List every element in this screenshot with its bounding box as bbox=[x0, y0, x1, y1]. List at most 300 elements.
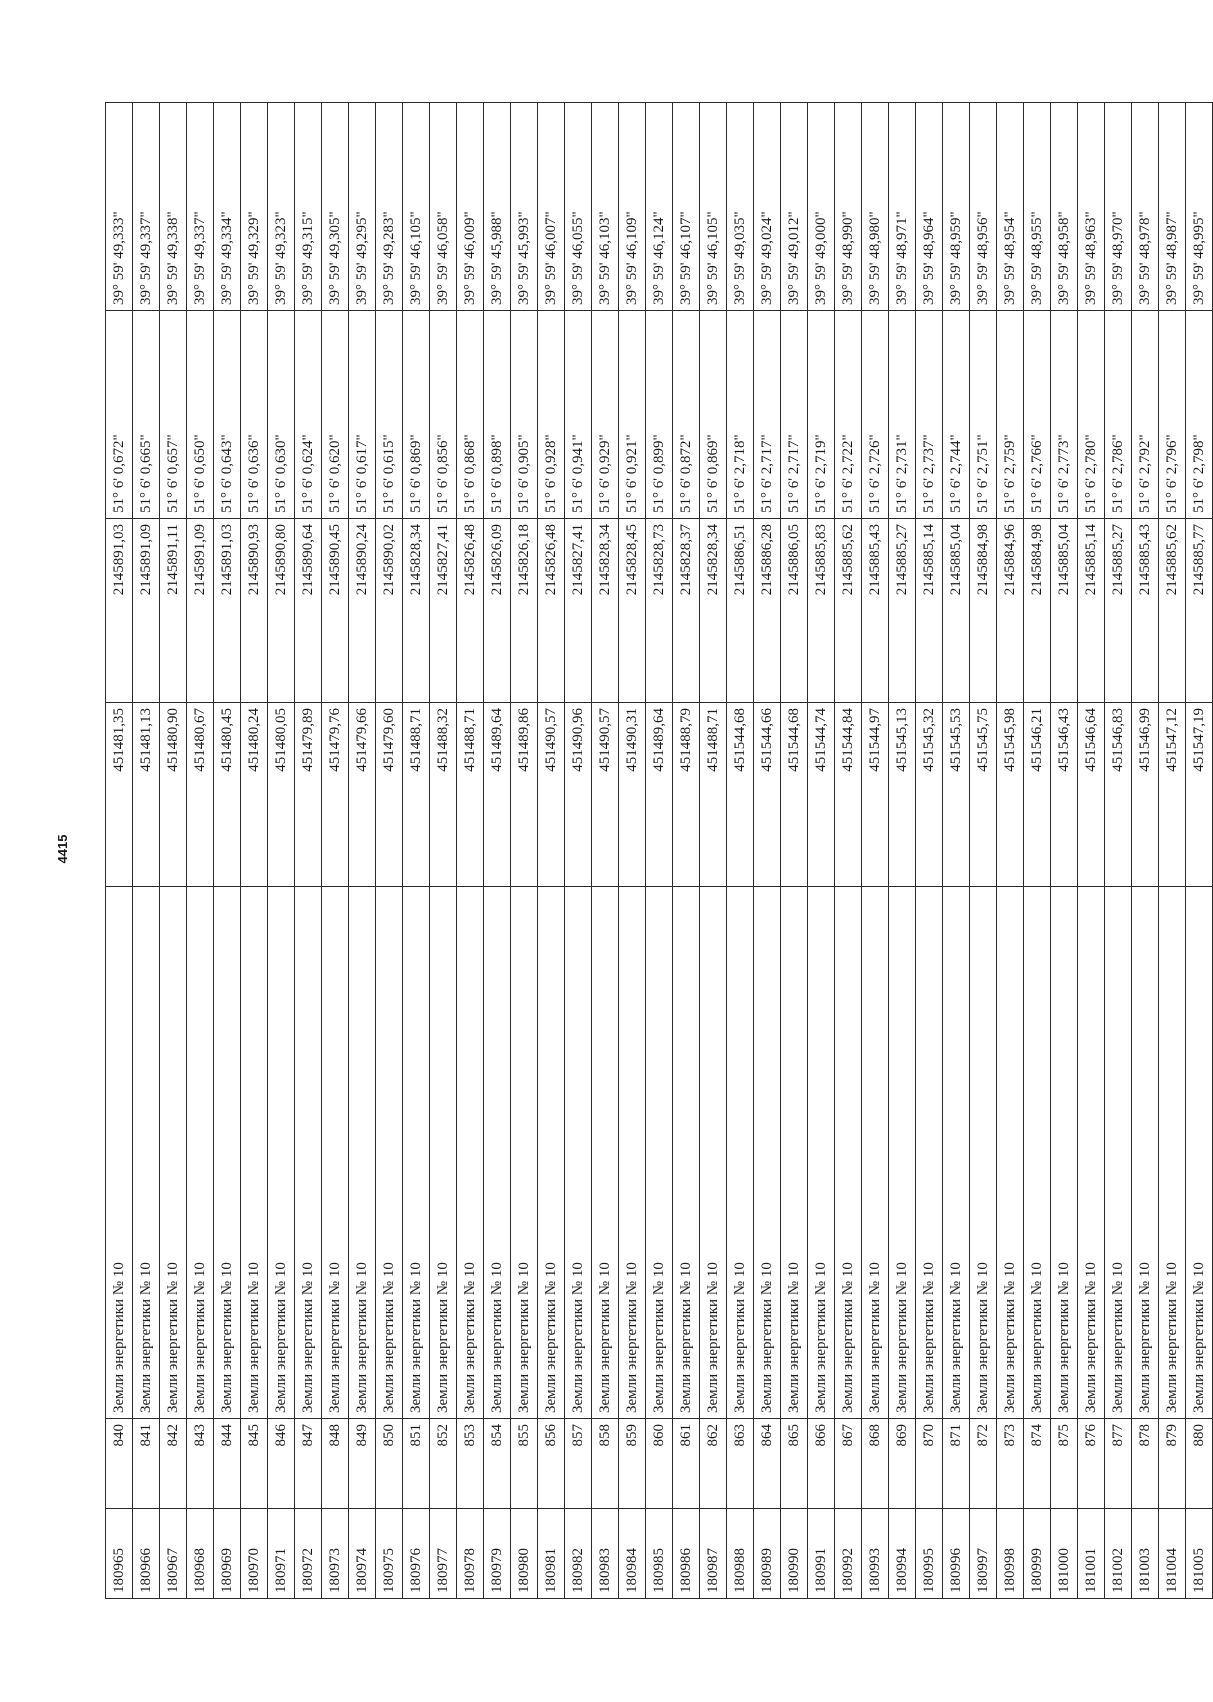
y-coordinate-cell: 2145885,77 bbox=[1186, 519, 1213, 703]
latitude-cell: 51° 6' 0,941" bbox=[565, 311, 592, 519]
latitude-cell: 51° 6' 2,796" bbox=[1159, 311, 1186, 519]
table-row bbox=[511, 103, 538, 1599]
y-coordinate-cell: 2145886,51 bbox=[727, 519, 754, 703]
latitude-cell: 51° 6' 0,929" bbox=[592, 311, 619, 519]
point-number-cell: 861 bbox=[673, 1419, 700, 1509]
longitude-cell: 39° 59' 46,055" bbox=[565, 103, 592, 311]
longitude-cell: 39° 59' 49,024" bbox=[754, 103, 781, 311]
land-category-cell: Земли энергетики № 10 bbox=[808, 887, 835, 1419]
latitude-cell: 51° 6' 2,780" bbox=[1078, 311, 1105, 519]
table-row bbox=[484, 103, 511, 1599]
table-row bbox=[646, 103, 673, 1599]
point-number-cell: 846 bbox=[268, 1419, 295, 1509]
x-coordinate-cell: 451545,75 bbox=[970, 703, 997, 887]
y-coordinate-cell: 2145885,27 bbox=[1105, 519, 1132, 703]
table-row bbox=[997, 103, 1024, 1599]
record-id-cell: 180967 bbox=[160, 1509, 187, 1599]
point-number-cell: 867 bbox=[835, 1419, 862, 1509]
latitude-cell: 51° 6' 2,759" bbox=[997, 311, 1024, 519]
x-coordinate-cell: 451488,71 bbox=[700, 703, 727, 887]
longitude-cell: 39° 59' 49,337" bbox=[187, 103, 214, 311]
y-coordinate-cell: 2145828,45 bbox=[619, 519, 646, 703]
record-id-cell: 180966 bbox=[133, 1509, 160, 1599]
y-coordinate-cell: 2145885,27 bbox=[889, 519, 916, 703]
table-row bbox=[322, 103, 349, 1599]
land-category-cell: Земли энергетики № 10 bbox=[997, 887, 1024, 1419]
point-number-cell: 873 bbox=[997, 1419, 1024, 1509]
point-number-cell: 859 bbox=[619, 1419, 646, 1509]
land-category-cell: Земли энергетики № 10 bbox=[673, 887, 700, 1419]
latitude-cell: 51° 6' 0,672" bbox=[106, 311, 133, 519]
table-row bbox=[1078, 103, 1105, 1599]
x-coordinate-cell: 451547,12 bbox=[1159, 703, 1186, 887]
x-coordinate-cell: 451489,86 bbox=[511, 703, 538, 887]
y-coordinate-cell: 2145885,04 bbox=[1051, 519, 1078, 703]
x-coordinate-cell: 451489,64 bbox=[646, 703, 673, 887]
x-coordinate-cell: 451544,66 bbox=[754, 703, 781, 887]
land-category-cell: Земли энергетики № 10 bbox=[511, 887, 538, 1419]
longitude-cell: 39° 59' 49,283" bbox=[376, 103, 403, 311]
latitude-cell: 51° 6' 2,718" bbox=[727, 311, 754, 519]
record-id-cell: 180984 bbox=[619, 1509, 646, 1599]
x-coordinate-cell: 451546,43 bbox=[1051, 703, 1078, 887]
x-coordinate-cell: 451481,35 bbox=[106, 703, 133, 887]
longitude-cell: 39° 59' 48,956" bbox=[970, 103, 997, 311]
y-coordinate-cell: 2145827,41 bbox=[430, 519, 457, 703]
latitude-cell: 51° 6' 2,773" bbox=[1051, 311, 1078, 519]
point-number-cell: 870 bbox=[916, 1419, 943, 1509]
x-coordinate-cell: 451545,32 bbox=[916, 703, 943, 887]
record-id-cell: 180982 bbox=[565, 1509, 592, 1599]
point-number-cell: 865 bbox=[781, 1419, 808, 1509]
record-id-cell: 180999 bbox=[1024, 1509, 1051, 1599]
latitude-cell: 51° 6' 2,737" bbox=[916, 311, 943, 519]
longitude-cell: 39° 59' 49,333" bbox=[106, 103, 133, 311]
record-id-cell: 181003 bbox=[1132, 1509, 1159, 1599]
point-number-cell: 877 bbox=[1105, 1419, 1132, 1509]
record-id-cell: 180971 bbox=[268, 1509, 295, 1599]
land-category-cell: Земли энергетики № 10 bbox=[430, 887, 457, 1419]
x-coordinate-cell: 451479,66 bbox=[349, 703, 376, 887]
point-number-cell: 855 bbox=[511, 1419, 538, 1509]
longitude-cell: 39° 59' 49,334" bbox=[214, 103, 241, 311]
land-category-cell: Земли энергетики № 10 bbox=[1051, 887, 1078, 1419]
record-id-cell: 180996 bbox=[943, 1509, 970, 1599]
table-row bbox=[214, 103, 241, 1599]
point-number-cell: 872 bbox=[970, 1419, 997, 1509]
point-number-cell: 854 bbox=[484, 1419, 511, 1509]
land-category-cell: Земли энергетики № 10 bbox=[376, 887, 403, 1419]
land-category-cell: Земли энергетики № 10 bbox=[700, 887, 727, 1419]
point-number-cell: 878 bbox=[1132, 1419, 1159, 1509]
longitude-cell: 39° 59' 46,109" bbox=[619, 103, 646, 311]
latitude-cell: 51° 6' 0,630" bbox=[268, 311, 295, 519]
y-coordinate-cell: 2145890,64 bbox=[295, 519, 322, 703]
latitude-cell: 51° 6' 0,856" bbox=[430, 311, 457, 519]
longitude-cell: 39° 59' 49,338" bbox=[160, 103, 187, 311]
record-id-cell: 180998 bbox=[997, 1509, 1024, 1599]
table-body bbox=[106, 103, 1213, 1599]
y-coordinate-cell: 2145891,11 bbox=[160, 519, 187, 703]
point-number-cell: 842 bbox=[160, 1419, 187, 1509]
point-number-cell: 879 bbox=[1159, 1419, 1186, 1509]
land-category-cell: Земли энергетики № 10 bbox=[1132, 887, 1159, 1419]
table-row bbox=[187, 103, 214, 1599]
land-category-cell: Земли энергетики № 10 bbox=[619, 887, 646, 1419]
record-id-cell: 180969 bbox=[214, 1509, 241, 1599]
land-category-cell: Земли энергетики № 10 bbox=[781, 887, 808, 1419]
latitude-cell: 51° 6' 0,657" bbox=[160, 311, 187, 519]
record-id-cell: 180975 bbox=[376, 1509, 403, 1599]
longitude-cell: 39° 59' 46,058" bbox=[430, 103, 457, 311]
y-coordinate-cell: 2145827,41 bbox=[565, 519, 592, 703]
longitude-cell: 39° 59' 49,305" bbox=[322, 103, 349, 311]
y-coordinate-cell: 2145891,03 bbox=[106, 519, 133, 703]
record-id-cell: 180974 bbox=[349, 1509, 376, 1599]
y-coordinate-cell: 2145828,37 bbox=[673, 519, 700, 703]
land-category-cell: Земли энергетики № 10 bbox=[970, 887, 997, 1419]
table-row bbox=[727, 103, 754, 1599]
record-id-cell: 180992 bbox=[835, 1509, 862, 1599]
longitude-cell: 39° 59' 49,035" bbox=[727, 103, 754, 311]
latitude-cell: 51° 6' 2,792" bbox=[1132, 311, 1159, 519]
table-row bbox=[889, 103, 916, 1599]
land-category-cell: Земли энергетики № 10 bbox=[322, 887, 349, 1419]
x-coordinate-cell: 451545,53 bbox=[943, 703, 970, 887]
land-category-cell: Земли энергетики № 10 bbox=[1078, 887, 1105, 1419]
coordinates-table-container bbox=[105, 103, 1207, 1599]
point-number-cell: 850 bbox=[376, 1419, 403, 1509]
point-number-cell: 863 bbox=[727, 1419, 754, 1509]
table-row bbox=[808, 103, 835, 1599]
record-id-cell: 180977 bbox=[430, 1509, 457, 1599]
latitude-cell: 51° 6' 2,717" bbox=[781, 311, 808, 519]
longitude-cell: 39° 59' 48,971" bbox=[889, 103, 916, 311]
y-coordinate-cell: 2145885,14 bbox=[1078, 519, 1105, 703]
longitude-cell: 39° 59' 49,337" bbox=[133, 103, 160, 311]
x-coordinate-cell: 451489,64 bbox=[484, 703, 511, 887]
y-coordinate-cell: 2145884,98 bbox=[1024, 519, 1051, 703]
y-coordinate-cell: 2145890,02 bbox=[376, 519, 403, 703]
longitude-cell: 39° 59' 46,007" bbox=[538, 103, 565, 311]
land-category-cell: Земли энергетики № 10 bbox=[862, 887, 889, 1419]
longitude-cell: 39° 59' 48,970" bbox=[1105, 103, 1132, 311]
latitude-cell: 51° 6' 0,928" bbox=[538, 311, 565, 519]
longitude-cell: 39° 59' 48,964" bbox=[916, 103, 943, 311]
table-row bbox=[349, 103, 376, 1599]
point-number-cell: 853 bbox=[457, 1419, 484, 1509]
latitude-cell: 51° 6' 2,798" bbox=[1186, 311, 1213, 519]
longitude-cell: 39° 59' 46,105" bbox=[403, 103, 430, 311]
latitude-cell: 51° 6' 0,620" bbox=[322, 311, 349, 519]
latitude-cell: 51° 6' 2,766" bbox=[1024, 311, 1051, 519]
x-coordinate-cell: 451488,71 bbox=[403, 703, 430, 887]
point-number-cell: 852 bbox=[430, 1419, 457, 1509]
point-number-cell: 860 bbox=[646, 1419, 673, 1509]
longitude-cell: 39° 59' 48,987" bbox=[1159, 103, 1186, 311]
longitude-cell: 39° 59' 48,959" bbox=[943, 103, 970, 311]
record-id-cell: 180987 bbox=[700, 1509, 727, 1599]
table-row bbox=[916, 103, 943, 1599]
land-category-cell: Земли энергетики № 10 bbox=[160, 887, 187, 1419]
latitude-cell: 51° 6' 2,726" bbox=[862, 311, 889, 519]
record-id-cell: 180978 bbox=[457, 1509, 484, 1599]
y-coordinate-cell: 2145885,14 bbox=[916, 519, 943, 703]
table-row bbox=[565, 103, 592, 1599]
latitude-cell: 51° 6' 2,786" bbox=[1105, 311, 1132, 519]
x-coordinate-cell: 451544,84 bbox=[835, 703, 862, 887]
land-category-cell: Земли энергетики № 10 bbox=[1159, 887, 1186, 1419]
latitude-cell: 51° 6' 0,650" bbox=[187, 311, 214, 519]
longitude-cell: 39° 59' 46,105" bbox=[700, 103, 727, 311]
land-category-cell: Земли энергетики № 10 bbox=[268, 887, 295, 1419]
latitude-cell: 51° 6' 0,665" bbox=[133, 311, 160, 519]
x-coordinate-cell: 451490,57 bbox=[592, 703, 619, 887]
y-coordinate-cell: 2145828,73 bbox=[646, 519, 673, 703]
y-coordinate-cell: 2145885,62 bbox=[835, 519, 862, 703]
x-coordinate-cell: 451488,32 bbox=[430, 703, 457, 887]
record-id-cell: 181000 bbox=[1051, 1509, 1078, 1599]
y-coordinate-cell: 2145826,18 bbox=[511, 519, 538, 703]
y-coordinate-cell: 2145885,04 bbox=[943, 519, 970, 703]
longitude-cell: 39° 59' 48,955" bbox=[1024, 103, 1051, 311]
latitude-cell: 51° 6' 0,615" bbox=[376, 311, 403, 519]
x-coordinate-cell: 451480,24 bbox=[241, 703, 268, 887]
point-number-cell: 849 bbox=[349, 1419, 376, 1509]
point-number-cell: 875 bbox=[1051, 1419, 1078, 1509]
x-coordinate-cell: 451480,45 bbox=[214, 703, 241, 887]
land-category-cell: Земли энергетики № 10 bbox=[1024, 887, 1051, 1419]
x-coordinate-cell: 451479,60 bbox=[376, 703, 403, 887]
x-coordinate-cell: 451480,67 bbox=[187, 703, 214, 887]
record-id-cell: 180986 bbox=[673, 1509, 700, 1599]
y-coordinate-cell: 2145890,24 bbox=[349, 519, 376, 703]
longitude-cell: 39° 59' 48,995" bbox=[1186, 103, 1213, 311]
table-row bbox=[700, 103, 727, 1599]
record-id-cell: 180988 bbox=[727, 1509, 754, 1599]
point-number-cell: 856 bbox=[538, 1419, 565, 1509]
point-number-cell: 866 bbox=[808, 1419, 835, 1509]
point-number-cell: 858 bbox=[592, 1419, 619, 1509]
record-id-cell: 180981 bbox=[538, 1509, 565, 1599]
land-category-cell: Земли энергетики № 10 bbox=[1186, 887, 1213, 1419]
point-number-cell: 880 bbox=[1186, 1419, 1213, 1509]
table-row bbox=[133, 103, 160, 1599]
x-coordinate-cell: 451544,74 bbox=[808, 703, 835, 887]
y-coordinate-cell: 2145884,96 bbox=[997, 519, 1024, 703]
land-category-cell: Земли энергетики № 10 bbox=[1105, 887, 1132, 1419]
land-category-cell: Земли энергетики № 10 bbox=[538, 887, 565, 1419]
record-id-cell: 180983 bbox=[592, 1509, 619, 1599]
y-coordinate-cell: 2145828,34 bbox=[403, 519, 430, 703]
point-number-cell: 847 bbox=[295, 1419, 322, 1509]
land-category-cell: Земли энергетики № 10 bbox=[943, 887, 970, 1419]
latitude-cell: 51° 6' 0,643" bbox=[214, 311, 241, 519]
x-coordinate-cell: 451490,31 bbox=[619, 703, 646, 887]
latitude-cell: 51° 6' 0,869" bbox=[700, 311, 727, 519]
y-coordinate-cell: 2145890,80 bbox=[268, 519, 295, 703]
y-coordinate-cell: 2145886,28 bbox=[754, 519, 781, 703]
y-coordinate-cell: 2145826,48 bbox=[457, 519, 484, 703]
table-row bbox=[268, 103, 295, 1599]
point-number-cell: 840 bbox=[106, 1419, 133, 1509]
x-coordinate-cell: 451479,76 bbox=[322, 703, 349, 887]
y-coordinate-cell: 2145884,98 bbox=[970, 519, 997, 703]
longitude-cell: 39° 59' 45,988" bbox=[484, 103, 511, 311]
longitude-cell: 39° 59' 49,329" bbox=[241, 103, 268, 311]
latitude-cell: 51° 6' 0,921" bbox=[619, 311, 646, 519]
latitude-cell: 51° 6' 2,751" bbox=[970, 311, 997, 519]
x-coordinate-cell: 451490,96 bbox=[565, 703, 592, 887]
point-number-cell: 862 bbox=[700, 1419, 727, 1509]
longitude-cell: 39° 59' 46,009" bbox=[457, 103, 484, 311]
record-id-cell: 180994 bbox=[889, 1509, 916, 1599]
x-coordinate-cell: 451546,99 bbox=[1132, 703, 1159, 887]
record-id-cell: 180972 bbox=[295, 1509, 322, 1599]
x-coordinate-cell: 451488,79 bbox=[673, 703, 700, 887]
x-coordinate-cell: 451488,71 bbox=[457, 703, 484, 887]
record-id-cell: 180973 bbox=[322, 1509, 349, 1599]
point-number-cell: 871 bbox=[943, 1419, 970, 1509]
land-category-cell: Земли энергетики № 10 bbox=[133, 887, 160, 1419]
record-id-cell: 181002 bbox=[1105, 1509, 1132, 1599]
y-coordinate-cell: 2145885,43 bbox=[1132, 519, 1159, 703]
table-row bbox=[430, 103, 457, 1599]
x-coordinate-cell: 451545,98 bbox=[997, 703, 1024, 887]
table-row bbox=[1132, 103, 1159, 1599]
latitude-cell: 51° 6' 2,722" bbox=[835, 311, 862, 519]
x-coordinate-cell: 451490,57 bbox=[538, 703, 565, 887]
point-number-cell: 851 bbox=[403, 1419, 430, 1509]
x-coordinate-cell: 451546,83 bbox=[1105, 703, 1132, 887]
latitude-cell: 51° 6' 2,719" bbox=[808, 311, 835, 519]
table-row bbox=[862, 103, 889, 1599]
latitude-cell: 51° 6' 0,617" bbox=[349, 311, 376, 519]
land-category-cell: Земли энергетики № 10 bbox=[241, 887, 268, 1419]
record-id-cell: 181001 bbox=[1078, 1509, 1105, 1599]
point-number-cell: 848 bbox=[322, 1419, 349, 1509]
latitude-cell: 51° 6' 2,744" bbox=[943, 311, 970, 519]
table-row bbox=[619, 103, 646, 1599]
latitude-cell: 51° 6' 0,905" bbox=[511, 311, 538, 519]
y-coordinate-cell: 2145890,45 bbox=[322, 519, 349, 703]
coordinates-table bbox=[105, 102, 1213, 1599]
record-id-cell: 180968 bbox=[187, 1509, 214, 1599]
table-row bbox=[592, 103, 619, 1599]
y-coordinate-cell: 2145828,34 bbox=[592, 519, 619, 703]
latitude-cell: 51° 6' 2,717" bbox=[754, 311, 781, 519]
point-number-cell: 876 bbox=[1078, 1419, 1105, 1509]
record-id-cell: 180985 bbox=[646, 1509, 673, 1599]
longitude-cell: 39° 59' 48,980" bbox=[862, 103, 889, 311]
record-id-cell: 180970 bbox=[241, 1509, 268, 1599]
land-category-cell: Земли энергетики № 10 bbox=[916, 887, 943, 1419]
longitude-cell: 39° 59' 46,107" bbox=[673, 103, 700, 311]
y-coordinate-cell: 2145826,48 bbox=[538, 519, 565, 703]
table-row bbox=[1024, 103, 1051, 1599]
record-id-cell: 181004 bbox=[1159, 1509, 1186, 1599]
y-coordinate-cell: 2145826,09 bbox=[484, 519, 511, 703]
record-id-cell: 180997 bbox=[970, 1509, 997, 1599]
record-id-cell: 180979 bbox=[484, 1509, 511, 1599]
land-category-cell: Земли энергетики № 10 bbox=[187, 887, 214, 1419]
land-category-cell: Земли энергетики № 10 bbox=[889, 887, 916, 1419]
table-row bbox=[943, 103, 970, 1599]
longitude-cell: 39° 59' 49,315" bbox=[295, 103, 322, 311]
y-coordinate-cell: 2145891,03 bbox=[214, 519, 241, 703]
page-number: 4415 bbox=[55, 834, 70, 864]
land-category-cell: Земли энергетики № 10 bbox=[565, 887, 592, 1419]
table-row bbox=[1159, 103, 1186, 1599]
latitude-cell: 51° 6' 0,898" bbox=[484, 311, 511, 519]
point-number-cell: 874 bbox=[1024, 1419, 1051, 1509]
table-row bbox=[1186, 103, 1213, 1599]
table-row bbox=[781, 103, 808, 1599]
y-coordinate-cell: 2145890,93 bbox=[241, 519, 268, 703]
table-row bbox=[1051, 103, 1078, 1599]
x-coordinate-cell: 451479,89 bbox=[295, 703, 322, 887]
longitude-cell: 39° 59' 49,012" bbox=[781, 103, 808, 311]
record-id-cell: 180995 bbox=[916, 1509, 943, 1599]
latitude-cell: 51° 6' 0,868" bbox=[457, 311, 484, 519]
land-category-cell: Земли энергетики № 10 bbox=[484, 887, 511, 1419]
x-coordinate-cell: 451546,21 bbox=[1024, 703, 1051, 887]
table-row bbox=[538, 103, 565, 1599]
longitude-cell: 39° 59' 46,124" bbox=[646, 103, 673, 311]
point-number-cell: 868 bbox=[862, 1419, 889, 1509]
longitude-cell: 39° 59' 48,978" bbox=[1132, 103, 1159, 311]
table-row bbox=[835, 103, 862, 1599]
point-number-cell: 844 bbox=[214, 1419, 241, 1509]
table-row bbox=[241, 103, 268, 1599]
latitude-cell: 51° 6' 0,624" bbox=[295, 311, 322, 519]
x-coordinate-cell: 451544,68 bbox=[727, 703, 754, 887]
point-number-cell: 841 bbox=[133, 1419, 160, 1509]
longitude-cell: 39° 59' 49,323" bbox=[268, 103, 295, 311]
land-category-cell: Земли энергетики № 10 bbox=[646, 887, 673, 1419]
land-category-cell: Земли энергетики № 10 bbox=[349, 887, 376, 1419]
point-number-cell: 845 bbox=[241, 1419, 268, 1509]
y-coordinate-cell: 2145886,05 bbox=[781, 519, 808, 703]
y-coordinate-cell: 2145885,83 bbox=[808, 519, 835, 703]
land-category-cell: Земли энергетики № 10 bbox=[403, 887, 430, 1419]
latitude-cell: 51° 6' 2,731" bbox=[889, 311, 916, 519]
x-coordinate-cell: 451544,68 bbox=[781, 703, 808, 887]
point-number-cell: 864 bbox=[754, 1419, 781, 1509]
table-row bbox=[754, 103, 781, 1599]
table-row bbox=[457, 103, 484, 1599]
land-category-cell: Земли энергетики № 10 bbox=[295, 887, 322, 1419]
y-coordinate-cell: 2145885,43 bbox=[862, 519, 889, 703]
record-id-cell: 180965 bbox=[106, 1509, 133, 1599]
table-row bbox=[295, 103, 322, 1599]
longitude-cell: 39° 59' 45,993" bbox=[511, 103, 538, 311]
longitude-cell: 39° 59' 48,954" bbox=[997, 103, 1024, 311]
record-id-cell: 180989 bbox=[754, 1509, 781, 1599]
latitude-cell: 51° 6' 0,872" bbox=[673, 311, 700, 519]
longitude-cell: 39° 59' 48,963" bbox=[1078, 103, 1105, 311]
longitude-cell: 39° 59' 49,295" bbox=[349, 103, 376, 311]
table-row bbox=[1105, 103, 1132, 1599]
table-row bbox=[403, 103, 430, 1599]
latitude-cell: 51° 6' 0,869" bbox=[403, 311, 430, 519]
land-category-cell: Земли энергетики № 10 bbox=[106, 887, 133, 1419]
latitude-cell: 51° 6' 0,899" bbox=[646, 311, 673, 519]
y-coordinate-cell: 2145891,09 bbox=[133, 519, 160, 703]
record-id-cell: 180980 bbox=[511, 1509, 538, 1599]
record-id-cell: 180976 bbox=[403, 1509, 430, 1599]
table-row bbox=[970, 103, 997, 1599]
